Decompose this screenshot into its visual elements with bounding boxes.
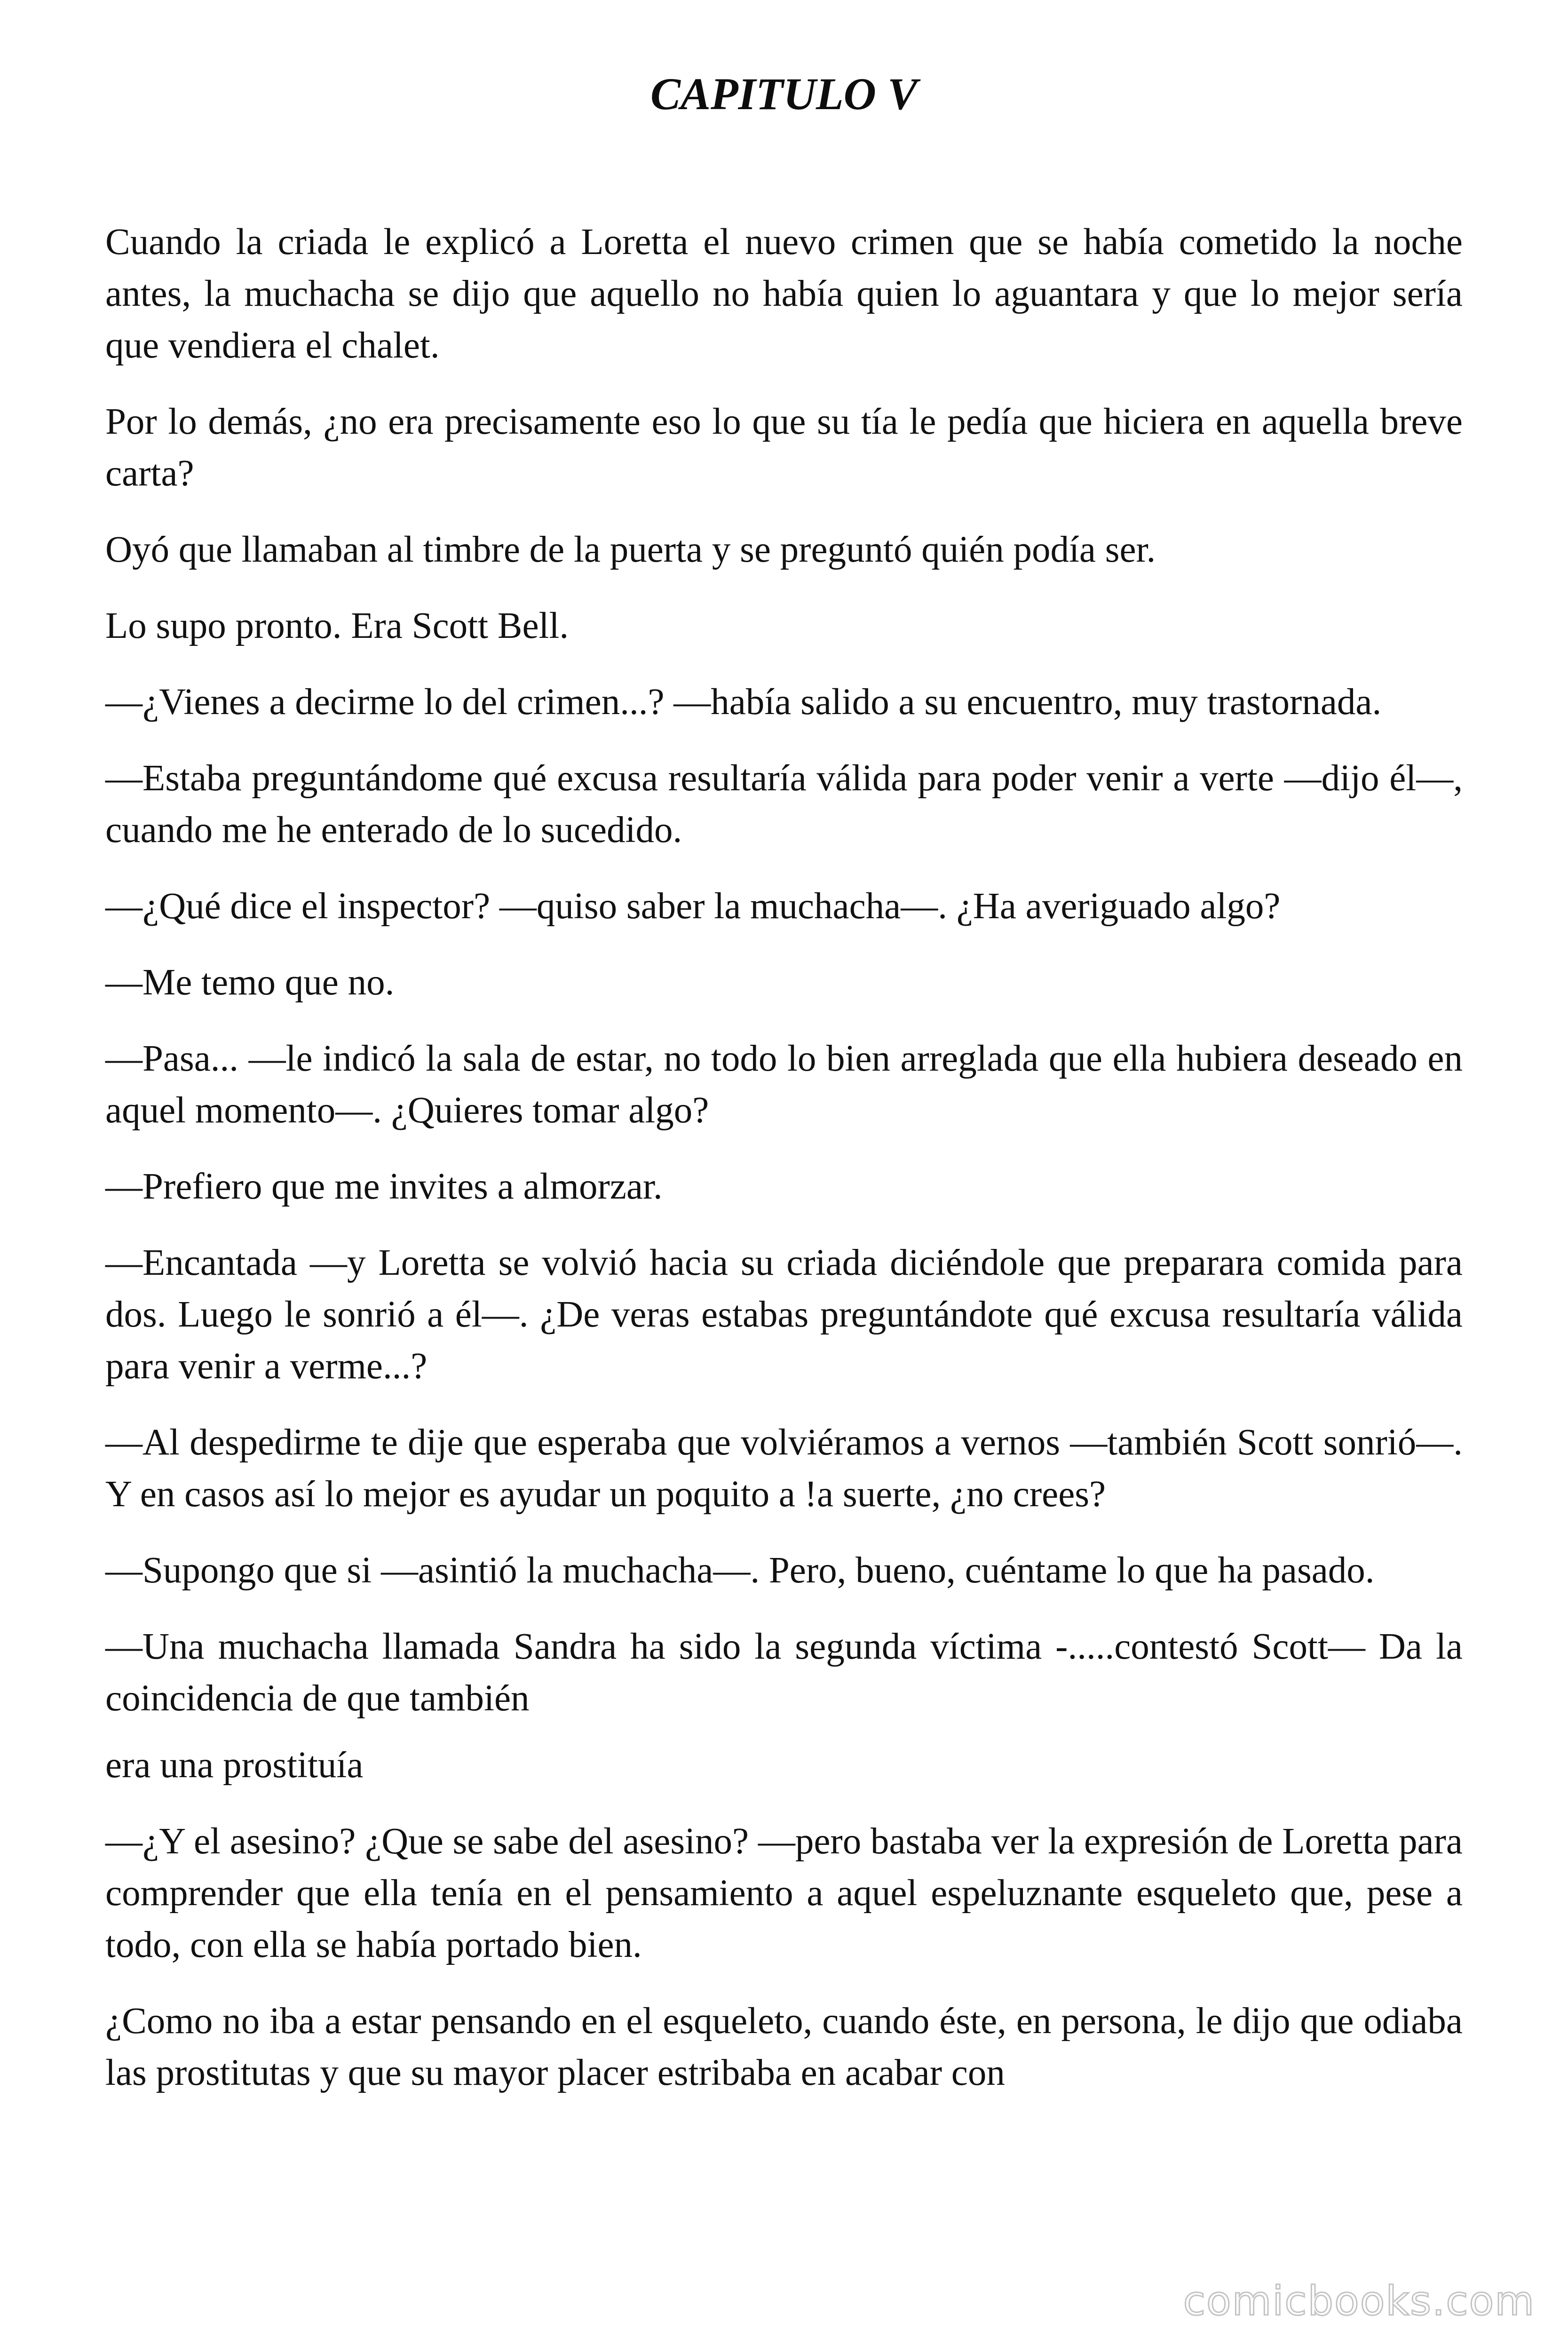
paragraph: —Prefiero que me invites a almorzar. [105, 1166, 663, 1207]
paragraph: Lo supo pronto. Era Scott Bell. [105, 605, 569, 646]
body-text [105, 216, 1463, 2123]
paragraph: —Una muchacha llamada Sandra ha sido la segunda víctima -.....contestó Scott— Da la coincidencia de que también [105, 1626, 1463, 1719]
paragraph: era una prostituía [105, 1745, 364, 1786]
paragraph: —Estaba preguntándome qué excusa resultaría válida para poder venir a verte —dijo él—, cuando me he enterado de lo sucedido. [105, 758, 1463, 850]
paragraph: ¿Como no iba a estar pensando en el esqueleto, cuando éste, en persona, le dijo que odiaba las prostitutas y que su mayor placer estribaba en acabar con [105, 2001, 1463, 2093]
paragraph: —Encantada —y Loretta se volvió hacia su criada diciéndole que preparara comida para dos. Luego le sonrió a él—. ¿De veras estabas preguntándote qué excusa resultaría válida para venir a verme...? [105, 1242, 1463, 1387]
paragraph: —Me temo que no. [105, 962, 395, 1003]
paragraph: —Al despedirme te dije que esperaba que volviéramos a vernos —también Scott sonrió—. Y en casos así lo mejor es ayudar un poquito a !a suerte, ¿no crees? [105, 1422, 1463, 1515]
paragraph: Cuando la criada le explicó a Loretta el nuevo crimen que se había cometido la noche antes, la muchacha se dijo que aquello no había quien lo aguantara y que lo mejor sería que vendiera el chalet. [105, 222, 1463, 366]
paragraph: —Supongo que si —asintió la muchacha—. Pero, bueno, cuéntame lo que ha pasado. [105, 1550, 1375, 1591]
paragraph: Por lo demás, ¿no era precisamente eso lo que su tía le pedía que hiciera en aquella breve carta? [105, 401, 1463, 494]
paragraph: —¿Y el asesino? ¿Que se sabe del asesino? —pero bastaba ver la expresión de Loretta para comprender que ella tenía en el pensamiento a aquel espeluznante esqueleto que, pese a todo, con ella se había portado bien. [105, 1821, 1463, 1965]
paragraph: —¿Qué dice el inspector? —quiso saber la muchacha—. ¿Ha averiguado algo? [105, 886, 1281, 927]
paragraph: Oyó que llamaban al timbre de la puerta y se preguntó quién podía ser. [105, 529, 1156, 570]
paragraph: —¿Vienes a decirme lo del crimen...? —había salido a su encuentro, muy trastornada. [105, 682, 1382, 723]
paragraph: —Pasa... —le indicó la sala de estar, no todo lo bien arreglada que ella hubiera deseado en aquel momento—. ¿Quieres tomar algo? [105, 1038, 1463, 1131]
chapter-title: CAPITULO V [650, 69, 918, 119]
watermark: comicbooks.com [1183, 2278, 1535, 2325]
